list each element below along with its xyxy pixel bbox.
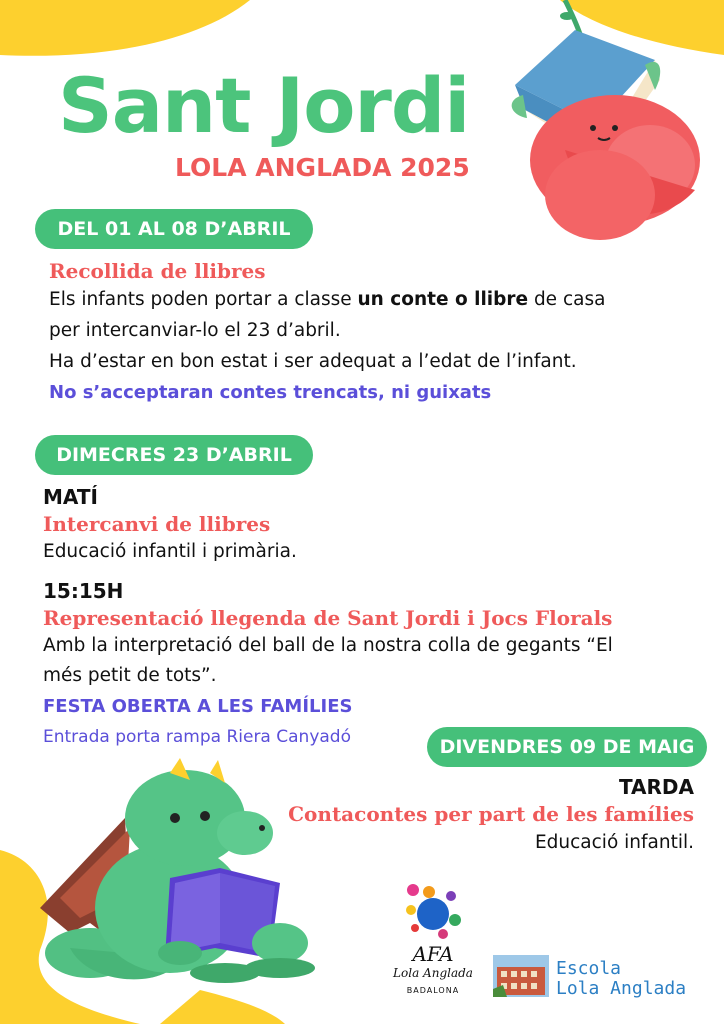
section1-line2: per intercanviar-lo el 23 d’abril. bbox=[49, 320, 341, 341]
page-title: Sant Jordi bbox=[58, 61, 470, 150]
afa-logo-icon bbox=[393, 882, 473, 942]
section1-line3: Ha d’estar en bon estat i ser adequat a l’edat de l’infant. bbox=[49, 351, 577, 372]
afternoon-line2: més petit de tots”. bbox=[43, 665, 217, 686]
open-party-label: FESTA OBERTA A LES FAMÍLIES bbox=[43, 696, 353, 717]
school-name-line1: Escola bbox=[556, 958, 622, 979]
afa-logo bbox=[393, 882, 473, 1014]
afternoon-line1: Amb la interpretació del ball de la nostra colla de gegants “El bbox=[43, 635, 613, 656]
rose-book-illustration bbox=[505, 0, 715, 250]
afa-title: AFA bbox=[412, 942, 454, 966]
afternoon-heading: Representació llegenda de Sant Jordi i Jocs Florals bbox=[43, 606, 613, 630]
section1-line1 bbox=[49, 289, 605, 310]
afa-city: BADALONA bbox=[406, 986, 460, 995]
section1-line1-before: Els infants poden portar a classe bbox=[49, 289, 358, 310]
morning-heading: Intercanvi de llibres bbox=[43, 512, 271, 536]
time-label: 15:15H bbox=[43, 579, 124, 603]
date-pill-may-9: DIVENDRES 09 DE MAIG bbox=[427, 727, 707, 767]
morning-label: MATÍ bbox=[43, 485, 98, 509]
school-building-icon bbox=[493, 955, 549, 997]
school-name-line2: Lola Anglada bbox=[556, 978, 687, 999]
afa-script: Lola Anglada bbox=[393, 966, 473, 980]
section1-warning: No s’acceptaran contes trencats, ni guixats bbox=[49, 382, 492, 403]
tarda-label: TARDA bbox=[618, 775, 694, 799]
dragon-reading-illustration bbox=[30, 758, 320, 988]
date-pill-april-23: DIMECRES 23 D’ABRIL bbox=[35, 435, 313, 475]
section1-line1-bold: un conte o llibre bbox=[357, 289, 529, 310]
morning-text: Educació infantil i primària. bbox=[43, 541, 297, 562]
date-pill-april-1-8: DEL 01 AL 08 D’ABRIL bbox=[35, 209, 313, 249]
section1-line1-after: de casa bbox=[528, 289, 606, 310]
entrance-text: Entrada porta rampa Riera Canyadó bbox=[43, 727, 351, 747]
page-subtitle: LOLA ANGLADA 2025 bbox=[175, 153, 470, 182]
section3-heading: Contacontes per part de les famílies bbox=[288, 802, 694, 826]
section3-text: Educació infantil. bbox=[534, 832, 694, 853]
section1-heading: Recollida de llibres bbox=[49, 259, 266, 283]
